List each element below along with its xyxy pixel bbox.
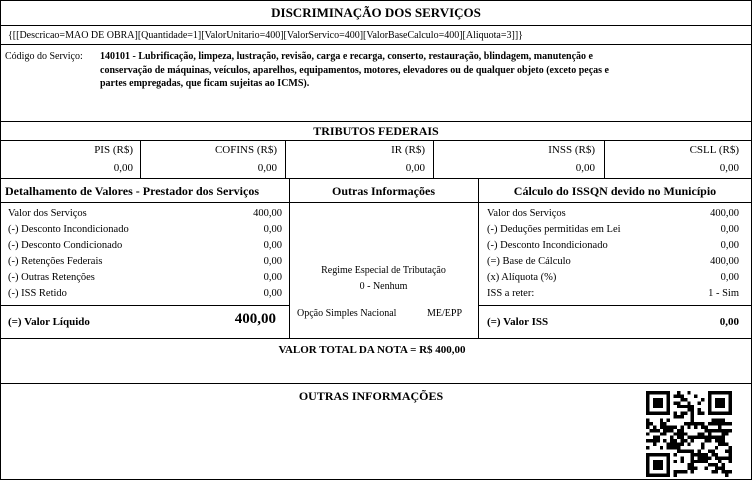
pis-label: PIS (R$): [94, 144, 133, 156]
valor-iss-label: (=) Valor ISS: [487, 316, 549, 328]
codigo-servico-label: Código do Serviço:: [5, 51, 83, 62]
issqn-row-value: 0,00: [720, 224, 739, 235]
detalhamento-row-value: 400,00: [253, 208, 282, 219]
ir-label: IR (R$): [391, 144, 425, 156]
divider: [0, 44, 752, 45]
divider: [0, 305, 289, 306]
regime-value: 0 - Nenhum: [359, 281, 408, 292]
issqn-row-label: (=) Base de Cálculo: [487, 256, 571, 267]
detalhamento-row-label: (-) Desconto Condicionado: [8, 240, 123, 251]
issqn-row-label: (-) Desconto Incondicionado: [487, 240, 608, 251]
outras-informacoes-title: OUTRAS INFORMAÇÕES: [298, 389, 444, 403]
detalhamento-row-label: Valor dos Serviços: [8, 208, 87, 219]
issqn-row-value: 400,00: [710, 256, 739, 267]
detalhamento-row-value: 0,00: [263, 224, 282, 235]
csll-label: CSLL (R$): [689, 144, 739, 156]
issqn-row-label: (x) Alíquota (%): [487, 272, 557, 283]
divider: [0, 202, 752, 203]
inss-label: INSS (R$): [548, 144, 595, 156]
detalhamento-row-value: 0,00: [263, 288, 282, 299]
valor-liquido-value: 400,00: [234, 311, 276, 327]
divider: [0, 121, 752, 122]
divider: [0, 25, 752, 26]
issqn-row-label: Valor dos Serviços: [487, 208, 566, 219]
ir-value: 0,00: [405, 162, 425, 174]
issqn-row-value: 0,00: [720, 272, 739, 283]
cofins-label: COFINS (R$): [214, 144, 277, 156]
codigo-servico-text: 140101 - Lubrificação, limpeza, lustração, revisão, carga e recarga, conserto, restauração, blindagem, manutenção e conservação de máquinas, veículos, aparelhos, equipamentos, motores, elevadores ou de qualquer objeto (exceto peças e partes empregadas, que ficam sujeitas ao ICMS).: [100, 51, 609, 89]
valor-liquido-label: (=) Valor Líquido: [8, 316, 90, 328]
cofins-value: 0,00: [257, 162, 277, 174]
simples-label: Opção Simples Nacional: [297, 308, 397, 319]
inss-value: 0,00: [575, 162, 595, 174]
divider: [0, 140, 752, 141]
divider: [0, 178, 752, 179]
detalhamento-row-label: (-) Desconto Incondicionado: [8, 224, 129, 235]
discriminacao-title: DISCRIMINAÇÃO DOS SERVIÇOS: [271, 5, 481, 20]
issqn-row-value: 0,00: [720, 240, 739, 251]
valor-total: VALOR TOTAL DA NOTA = R$ 400,00: [278, 344, 466, 356]
csll-value: 0,00: [719, 162, 739, 174]
issqn-title: Cálculo do ISSQN devido no Município: [513, 184, 717, 198]
issqn-row-value: 400,00: [710, 208, 739, 219]
issqn-row-value: 1 - Sim: [708, 288, 739, 299]
detalhamento-row-value: 0,00: [263, 240, 282, 251]
detalhamento-row-value: 0,00: [263, 256, 282, 267]
detalhamento-row-label: (-) Outras Retenções: [8, 272, 95, 283]
detalhamento-row-label: (-) ISS Retido: [8, 288, 67, 299]
issqn-row-label: (-) Deduções permitidas em Lei: [487, 224, 621, 235]
divider: [478, 305, 752, 306]
detalhamento-title: Detalhamento de Valores - Prestador dos Serviços: [5, 184, 259, 198]
issqn-row-label: ISS a reter:: [487, 288, 535, 299]
tributos-title: TRIBUTOS FEDERAIS: [313, 124, 439, 138]
detalhamento-row-value: 0,00: [263, 272, 282, 283]
qr-code-icon: [646, 391, 732, 477]
divider: [0, 383, 752, 384]
pis-value: 0,00: [113, 162, 133, 174]
simples-value: ME/EPP: [427, 308, 463, 319]
service-detail-text: {[[Descricao=MAO DE OBRA][Quantidade=1][ValorUnitario=400][ValorServico=400][ValorBaseCalculo=400][Aliquota=3]]}: [8, 30, 523, 41]
detalhamento-row-label: (-) Retenções Federais: [8, 256, 103, 267]
regime-label: Regime Especial de Tributação: [321, 265, 446, 276]
outras-info-title: Outras Informações: [332, 184, 435, 198]
divider: [0, 338, 752, 339]
valor-iss-value: 0,00: [719, 316, 739, 328]
